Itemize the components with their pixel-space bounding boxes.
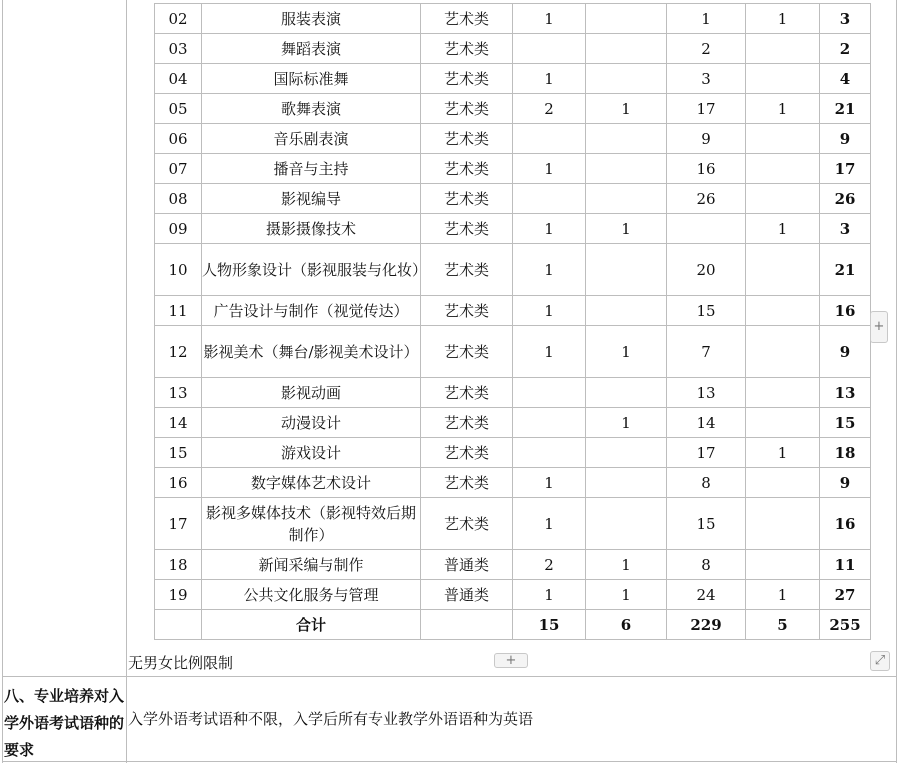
cell-c: 2	[667, 34, 746, 64]
cell-a	[513, 124, 586, 154]
cell-a: 1	[513, 468, 586, 498]
table-row	[155, 4, 871, 34]
total-cell-total: 255	[820, 610, 871, 640]
cell-total: 17	[820, 154, 871, 184]
quota-table	[154, 3, 871, 640]
table-row	[155, 244, 871, 296]
cell-total: 26	[820, 184, 871, 214]
cell-no: 02	[155, 4, 202, 34]
cell-no: 18	[155, 550, 202, 580]
cell-a: 1	[513, 326, 586, 378]
cell-type: 艺术类	[421, 296, 513, 326]
frame-label-divider	[126, 0, 127, 763]
cell-c: 3	[667, 64, 746, 94]
total-cell-c: 229	[667, 610, 746, 640]
table-row	[155, 64, 871, 94]
cell-a	[513, 184, 586, 214]
section-divider	[2, 676, 897, 677]
cell-no: 04	[155, 64, 202, 94]
cell-a: 1	[513, 64, 586, 94]
cell-b: 1	[586, 580, 667, 610]
cell-b: 1	[586, 214, 667, 244]
cell-total: 3	[820, 4, 871, 34]
cell-a: 1	[513, 498, 586, 550]
cell-no: 13	[155, 378, 202, 408]
cell-type: 艺术类	[421, 94, 513, 124]
cell-no: 12	[155, 326, 202, 378]
cell-b	[586, 378, 667, 408]
cell-name: 影视动画	[202, 378, 421, 408]
cell-name: 游戏设计	[202, 438, 421, 468]
cell-c: 7	[667, 326, 746, 378]
cell-total: 18	[820, 438, 871, 468]
cell-c: 9	[667, 124, 746, 154]
add-column-button[interactable]	[870, 311, 888, 343]
table-row	[155, 378, 871, 408]
cell-c: 16	[667, 154, 746, 184]
cell-b	[586, 4, 667, 34]
frame-right-border	[896, 0, 897, 763]
cell-d	[746, 296, 820, 326]
cell-name: 舞蹈表演	[202, 34, 421, 64]
cell-a: 2	[513, 94, 586, 124]
cell-no: 17	[155, 498, 202, 550]
table-row	[155, 498, 871, 550]
table-row	[155, 468, 871, 498]
cell-a: 1	[513, 580, 586, 610]
cell-total: 3	[820, 214, 871, 244]
cell-total: 9	[820, 124, 871, 154]
cell-type: 艺术类	[421, 4, 513, 34]
cell-type: 艺术类	[421, 378, 513, 408]
cell-d	[746, 326, 820, 378]
table-row	[155, 326, 871, 378]
cell-total: 13	[820, 378, 871, 408]
cell-name: 动漫设计	[202, 408, 421, 438]
table-row	[155, 214, 871, 244]
cell-d: 1	[746, 580, 820, 610]
total-cell-d: 5	[746, 610, 820, 640]
cell-type: 普通类	[421, 550, 513, 580]
cell-a	[513, 378, 586, 408]
cell-d: 1	[746, 94, 820, 124]
cell-total: 4	[820, 64, 871, 94]
cell-type: 艺术类	[421, 124, 513, 154]
cell-type: 艺术类	[421, 498, 513, 550]
cell-d	[746, 154, 820, 184]
frame-bottom-border	[2, 761, 897, 762]
cell-no: 07	[155, 154, 202, 184]
add-row-button[interactable]	[494, 653, 528, 668]
cell-d	[746, 498, 820, 550]
total-cell-empty	[155, 610, 202, 640]
cell-type: 艺术类	[421, 184, 513, 214]
section-8-body: 入学外语考试语种不限，入学后所有专业教学外语语种为英语	[128, 710, 534, 728]
cell-d	[746, 550, 820, 580]
cell-no: 03	[155, 34, 202, 64]
cell-no: 08	[155, 184, 202, 214]
cell-d	[746, 64, 820, 94]
total-cell-empty	[421, 610, 513, 640]
resize-handle[interactable]	[870, 651, 890, 671]
cell-d	[746, 468, 820, 498]
cell-d	[746, 34, 820, 64]
cell-type: 艺术类	[421, 438, 513, 468]
cell-b: 1	[586, 326, 667, 378]
cell-c: 8	[667, 550, 746, 580]
cell-c: 17	[667, 438, 746, 468]
cell-c: 17	[667, 94, 746, 124]
table-row	[155, 34, 871, 64]
cell-b	[586, 64, 667, 94]
cell-c	[667, 214, 746, 244]
cell-name: 公共文化服务与管理	[202, 580, 421, 610]
cell-b	[586, 184, 667, 214]
cell-total: 21	[820, 94, 871, 124]
cell-name: 影视编导	[202, 184, 421, 214]
cell-c: 15	[667, 296, 746, 326]
cell-no: 09	[155, 214, 202, 244]
cell-b: 1	[586, 550, 667, 580]
cell-name: 国际标准舞	[202, 64, 421, 94]
plus-icon: +	[505, 653, 517, 668]
expand-icon: ⤢	[874, 653, 886, 668]
cell-type: 艺术类	[421, 468, 513, 498]
total-row	[155, 610, 871, 640]
cell-b	[586, 468, 667, 498]
cell-a: 1	[513, 244, 586, 296]
cell-c: 26	[667, 184, 746, 214]
cell-name: 歌舞表演	[202, 94, 421, 124]
cell-no: 16	[155, 468, 202, 498]
cell-total: 15	[820, 408, 871, 438]
cell-name: 摄影摄像技术	[202, 214, 421, 244]
cell-no: 05	[155, 94, 202, 124]
cell-a: 1	[513, 214, 586, 244]
table-row	[155, 154, 871, 184]
cell-total: 27	[820, 580, 871, 610]
cell-a	[513, 34, 586, 64]
cell-no: 19	[155, 580, 202, 610]
cell-c: 1	[667, 4, 746, 34]
cell-name: 影视美术（舞台/影视美术设计）	[202, 326, 421, 378]
cell-c: 14	[667, 408, 746, 438]
cell-a: 2	[513, 550, 586, 580]
table-row	[155, 438, 871, 468]
total-cell-label: 合计	[202, 610, 421, 640]
cell-name: 音乐剧表演	[202, 124, 421, 154]
cell-name: 数字媒体艺术设计	[202, 468, 421, 498]
cell-name: 影视多媒体技术（影视特效后期制作）	[202, 498, 421, 550]
cell-d	[746, 124, 820, 154]
cell-c: 13	[667, 378, 746, 408]
cell-b: 1	[586, 94, 667, 124]
cell-type: 艺术类	[421, 326, 513, 378]
cell-no: 11	[155, 296, 202, 326]
table-row	[155, 550, 871, 580]
cell-type: 艺术类	[421, 408, 513, 438]
table-row	[155, 296, 871, 326]
cell-type: 艺术类	[421, 64, 513, 94]
cell-name: 播音与主持	[202, 154, 421, 184]
cell-d	[746, 408, 820, 438]
cell-total: 16	[820, 498, 871, 550]
cell-a: 1	[513, 154, 586, 184]
cell-d: 1	[746, 214, 820, 244]
cell-c: 8	[667, 468, 746, 498]
cell-no: 14	[155, 408, 202, 438]
cell-b	[586, 498, 667, 550]
cell-d: 1	[746, 4, 820, 34]
cell-total: 16	[820, 296, 871, 326]
cell-b: 1	[586, 408, 667, 438]
cell-a: 1	[513, 296, 586, 326]
cell-total: 2	[820, 34, 871, 64]
cell-total: 9	[820, 468, 871, 498]
cell-b	[586, 296, 667, 326]
frame-left-border	[2, 0, 3, 763]
cell-c: 20	[667, 244, 746, 296]
cell-c: 24	[667, 580, 746, 610]
table-row	[155, 94, 871, 124]
cell-type: 艺术类	[421, 244, 513, 296]
cell-b	[586, 124, 667, 154]
cell-b	[586, 244, 667, 296]
cell-d	[746, 184, 820, 214]
gender-ratio-note: 无男女比例限制	[128, 654, 234, 672]
cell-d	[746, 244, 820, 296]
cell-type: 艺术类	[421, 154, 513, 184]
cell-a	[513, 438, 586, 468]
cell-type: 艺术类	[421, 214, 513, 244]
cell-type: 普通类	[421, 580, 513, 610]
cell-total: 9	[820, 326, 871, 378]
cell-no: 10	[155, 244, 202, 296]
section-8-title: 八、专业培养对入学外语考试语种的要求	[4, 687, 125, 759]
cell-name: 人物形象设计（影视服装与化妆）	[202, 244, 421, 296]
cell-no: 15	[155, 438, 202, 468]
cell-name: 广告设计与制作（视觉传达）	[202, 296, 421, 326]
table-row	[155, 580, 871, 610]
cell-no: 06	[155, 124, 202, 154]
cell-type: 艺术类	[421, 34, 513, 64]
table-row	[155, 184, 871, 214]
cell-c: 15	[667, 498, 746, 550]
cell-total: 11	[820, 550, 871, 580]
total-cell-a: 15	[513, 610, 586, 640]
cell-a: 1	[513, 4, 586, 34]
cell-d	[746, 378, 820, 408]
total-cell-b: 6	[586, 610, 667, 640]
plus-icon: +	[873, 319, 885, 334]
cell-b	[586, 34, 667, 64]
table-row	[155, 124, 871, 154]
cell-b	[586, 438, 667, 468]
cell-total: 21	[820, 244, 871, 296]
cell-b	[586, 154, 667, 184]
table-row	[155, 408, 871, 438]
cell-name: 服装表演	[202, 4, 421, 34]
cell-a	[513, 408, 586, 438]
cell-name: 新闻采编与制作	[202, 550, 421, 580]
cell-d: 1	[746, 438, 820, 468]
